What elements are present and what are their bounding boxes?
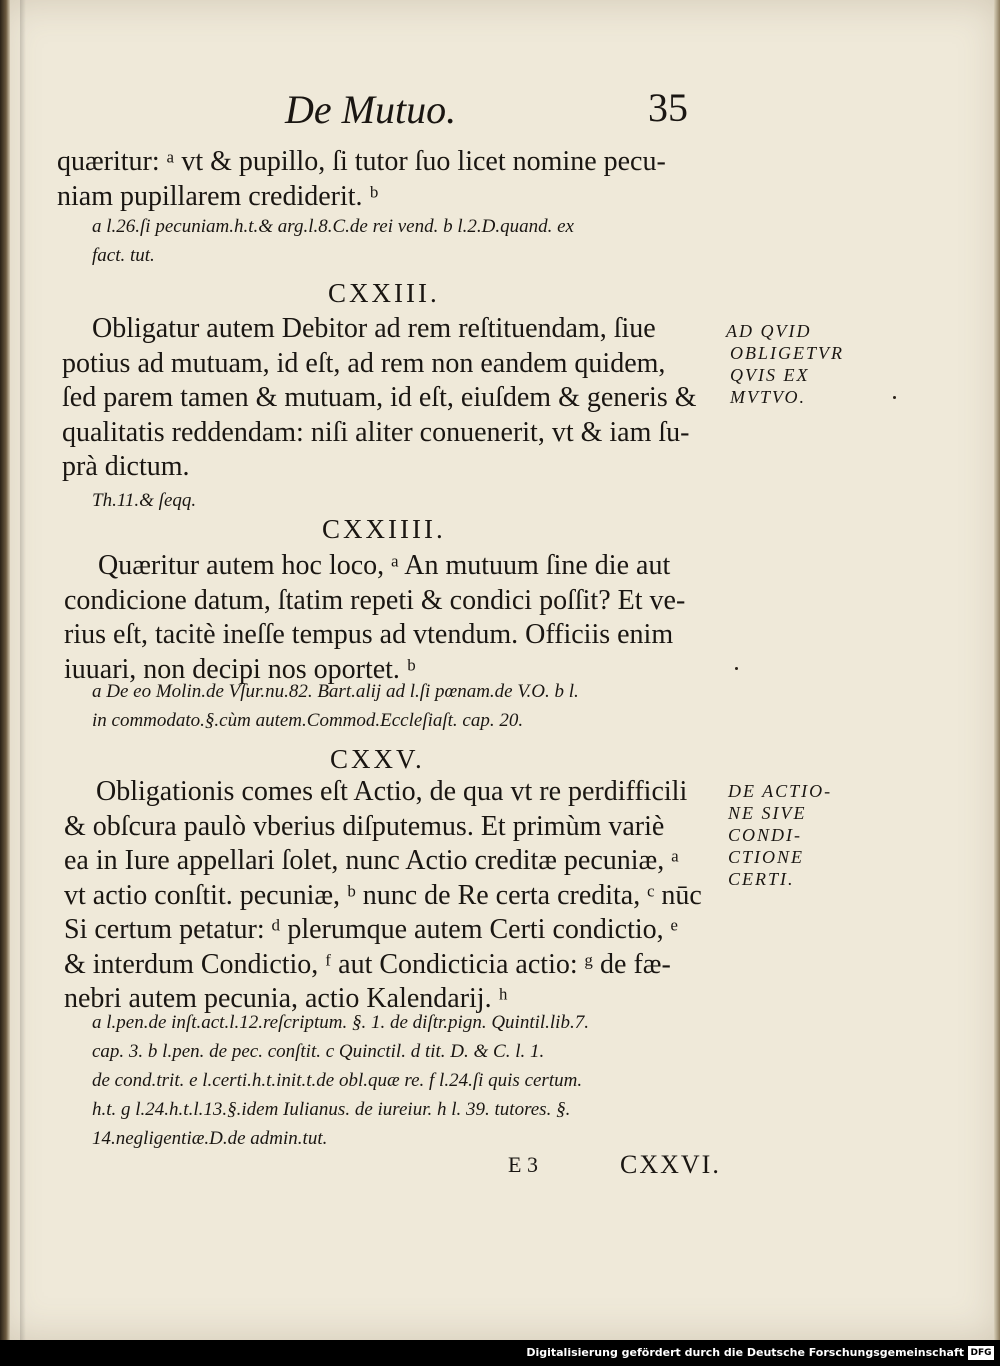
text-line: quæritur: ᵃ vt & pupillo, ſi tutor ſuo licet nomine pecu- bbox=[57, 146, 666, 177]
text-line: Obligatur autem Debitor ad rem reſtituendam, ſiue bbox=[92, 313, 656, 344]
footnote-line: a l.26.ſi pecuniam.h.t.& arg.l.8.C.de rei vend. b l.2.D.quand. ex bbox=[92, 216, 574, 237]
text-line: qualitatis reddendam: niſi aliter conuenerit, vt & iam ſu- bbox=[62, 416, 690, 448]
section-text bbox=[64, 549, 685, 687]
footnote-line: a l.pen.de inſt.act.l.12.reſcriptum. §. 1. de diſtr.pign. Quintil.lib.7. bbox=[92, 1012, 589, 1033]
margin-note-line: CONDI- bbox=[728, 825, 802, 845]
footnote-line: de cond.trit. e l.certi.h.t.init.t.de obl.quæ re. f l.24.ſi quis certum. bbox=[92, 1070, 583, 1091]
catchword: CXXVI. bbox=[620, 1150, 721, 1179]
margin-note-line: OBLIGETVR bbox=[730, 343, 844, 363]
text-line: vt actio conſtit. pecuniæ, ᵇ nunc de Re certa credita, ᶜ nūc bbox=[64, 879, 702, 911]
text-line: Si certum petatur: ᵈ plerumque autem Certi condictio, ᵉ bbox=[64, 914, 678, 945]
section-heading: CXXIII. bbox=[328, 278, 440, 308]
margin-note-line: NE SIVE bbox=[728, 803, 807, 823]
section-text bbox=[64, 775, 702, 1017]
margin-note-line: MVTVO. bbox=[730, 387, 806, 407]
margin-note-line: DE ACTIO- bbox=[728, 781, 833, 801]
margin-note-line: CERTI. bbox=[728, 869, 795, 889]
margin-note-line: CTIONE bbox=[728, 847, 805, 867]
footnote-line: in commodato.§.cùm autem.Commod.Eccleſiaſt. cap. 20. bbox=[92, 710, 524, 731]
text-line: Quæritur autem hoc loco, ᵃ An mutuum ſine die aut bbox=[98, 550, 671, 581]
text-line: iuuari, non decipi nos oportet. ᵇ bbox=[64, 653, 416, 685]
dfg-logo-icon: DFG bbox=[968, 1346, 994, 1360]
ink-speck bbox=[735, 667, 738, 670]
signature-mark: E 3 bbox=[508, 1152, 538, 1177]
text-line: condicione datum, ſtatim repeti & condici poſſit? Et ve- bbox=[64, 584, 686, 616]
text-line: & obſcura paulò vberius diſputemus. Et primùm variè bbox=[64, 810, 665, 842]
margin-note-line: AD QVID bbox=[726, 321, 812, 341]
funding-credit: Digitalisierung gefördert durch die Deutsche Forschungsgemeinschaft bbox=[526, 1346, 964, 1359]
margin-note bbox=[722, 320, 844, 408]
text-line: potius ad mutuam, id eſt, ad rem non eandem quidem, bbox=[62, 347, 666, 379]
text-line: Obligationis comes eſt Actio, de qua vt re perdifficili bbox=[96, 776, 688, 807]
footnote-line: a De eo Molin.de Vſur.nu.82. Bart.alij ad l.ſi pœnam.de V.O. b l. bbox=[92, 681, 579, 702]
text-line: niam pupillarem crediderit. ᵇ bbox=[57, 180, 379, 212]
footnotes bbox=[92, 486, 196, 515]
page-right-edge bbox=[994, 0, 1000, 1340]
text-line: nebri autem pecunia, actio Kalendarij. ʰ bbox=[64, 983, 508, 1014]
ink-speck bbox=[893, 396, 896, 399]
intro-text bbox=[57, 145, 666, 214]
footnotes bbox=[92, 212, 574, 270]
text-line: & interdum Condictio, ᶠ aut Condicticia actio: ᵍ de fæ- bbox=[64, 948, 671, 980]
margin-note-line: QVIS EX bbox=[730, 365, 810, 385]
footnote-line: cap. 3. b l.pen. de pec. conſtit. c Quinctil. d tit. D. & C. l. 1. bbox=[92, 1041, 545, 1062]
margin-note bbox=[728, 780, 832, 890]
text-line: prà dictum. bbox=[62, 451, 190, 482]
page-left-edge bbox=[0, 0, 10, 1340]
page-gutter-shadow bbox=[20, 0, 26, 1340]
footnotes bbox=[92, 677, 579, 735]
section-heading: CXXV. bbox=[330, 744, 425, 774]
section-text bbox=[62, 312, 697, 485]
text-line: ea in Iure appellari ſolet, nunc Actio creditæ pecuniæ, ᵃ bbox=[64, 845, 679, 876]
text-line: rius eſt, tacitè ineſſe tempus ad vtendum. Officiis enim bbox=[64, 619, 674, 650]
footnote-line: Th.11.& ſeqq. bbox=[92, 490, 197, 511]
text-line: ſed parem tamen & mutuam, id eſt, eiuſdem & generis & bbox=[62, 382, 697, 413]
footnotes bbox=[92, 1008, 589, 1153]
page-number: 35 bbox=[648, 85, 688, 130]
footnote-line: fact. tut. bbox=[92, 245, 155, 266]
footnote-line: h.t. g l.24.h.t.l.13.§.idem Iulianus. de iureiur. h l. 39. tutores. §. bbox=[92, 1099, 571, 1120]
running-header: De Mutuo. bbox=[285, 87, 457, 132]
section-heading: CXXIIII. bbox=[322, 514, 446, 544]
footnote-line: 14.negligentiæ.D.de admin.tut. bbox=[92, 1128, 328, 1149]
